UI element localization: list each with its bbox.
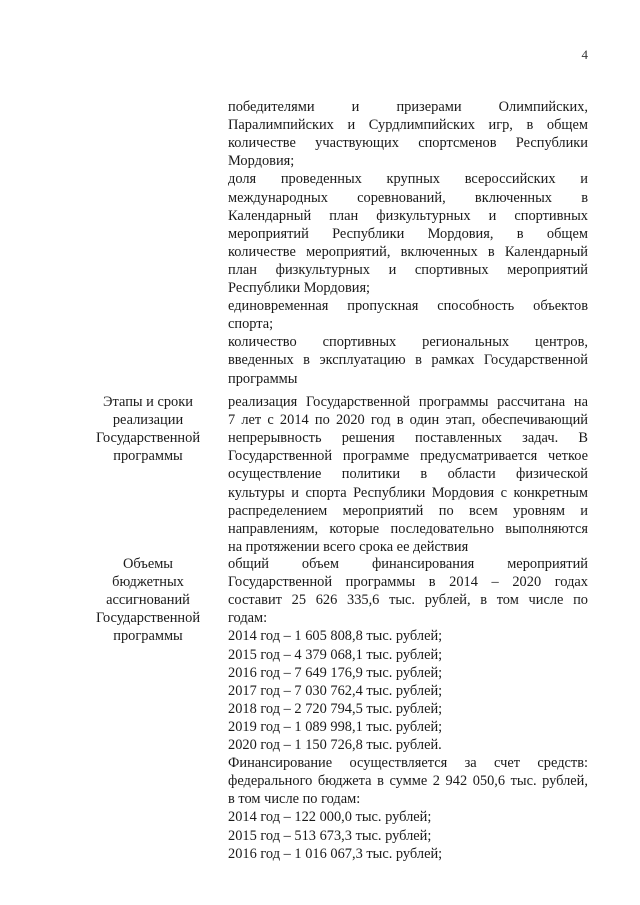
target-indicators-text: количество спортивных региональных центров, xyxy=(228,334,588,351)
target-indicators-text: программы xyxy=(228,370,298,387)
page-number: 4 xyxy=(581,47,588,62)
target-indicators-text: Календарный план физкультурных и спортивных xyxy=(228,207,588,224)
target-indicators-text: Паралимпийских и Сурдлимпийских игр, в общем xyxy=(228,117,588,134)
target-indicators-text: мероприятий Республики Мордовия, в общем xyxy=(228,225,588,242)
section-label-budget: ассигнований xyxy=(106,592,190,609)
stages-text: распределением мероприятий по всем уровням и xyxy=(228,502,588,519)
budget-text: федерального бюджета в сумме 2 942 050,6 тыс. рублей, xyxy=(228,773,588,790)
stages-text: на протяжении всего срока ее действия xyxy=(228,538,469,555)
stages-text: реализация Государственной программы рассчитана на xyxy=(228,394,588,410)
budget-text: 2014 год – 1 605 808,8 тыс. рублей; xyxy=(228,628,443,645)
budget-text: Государственной программы в 2014 – 2020 годах xyxy=(228,574,588,591)
budget-text: Финансирование осуществляется за счет средств: xyxy=(228,755,588,772)
budget-text: 2018 год – 2 720 794,5 тыс. рублей; xyxy=(228,700,443,717)
stages-text: Государственной программе предусматривается четкое xyxy=(228,448,588,465)
budget-text: 2016 год – 1 016 067,3 тыс. рублей; xyxy=(228,845,443,862)
budget-text: 2017 год – 7 030 762,4 тыс. рублей; xyxy=(228,682,443,699)
budget-text: в том числе по годам: xyxy=(228,791,361,808)
target-indicators-text: доля проведенных крупных всероссийских и xyxy=(228,171,588,188)
stages-text: культуры и спорта Республики Мордовия с конкретным xyxy=(228,484,588,501)
target-indicators-text: единовременная пропускная способность объектов xyxy=(228,298,588,315)
target-indicators-text: Мордовия; xyxy=(228,153,295,170)
section-label-stages: реализации xyxy=(112,412,184,429)
stages-text: направлениям, которые последовательно выполняются xyxy=(228,520,588,537)
budget-text: 2016 год – 7 649 176,9 тыс. рублей; xyxy=(228,664,443,681)
budget-text: составит 25 626 335,6 тыс. рублей, в том числе по xyxy=(228,592,588,609)
budget-text: 2014 год – 122 000,0 тыс. рублей; xyxy=(228,809,432,826)
section-label-budget: Объемы xyxy=(123,556,173,572)
target-indicators-text: Республики Мордовия; xyxy=(228,280,371,296)
section-label-budget: Государственной xyxy=(95,610,201,627)
budget-text: общий объем финансирования мероприятий xyxy=(228,556,588,572)
budget-text: годам: xyxy=(228,610,268,627)
target-indicators-text: количестве мероприятий, включенных в Календарный xyxy=(228,243,588,260)
target-indicators-text: спорта; xyxy=(228,316,274,333)
section-label-stages: Государственной xyxy=(95,430,201,447)
stages-text: 7 лет с 2014 по 2020 год в один этап, обеспечивающий xyxy=(228,412,588,429)
section-label-stages: программы xyxy=(113,448,183,465)
stages-text: непрерывность решения поставленных задач. В xyxy=(228,430,588,447)
stages-text: осуществление политики в области физической xyxy=(228,466,588,483)
section-label-budget: бюджетных xyxy=(112,574,184,591)
section-label-budget: программы xyxy=(113,628,183,645)
target-indicators-text: план физкультурных и спортивных мероприятий xyxy=(228,261,588,278)
budget-text: 2020 год – 1 150 726,8 тыс. рублей. xyxy=(228,737,442,753)
target-indicators-text: международных соревнований, включенных в xyxy=(228,189,588,206)
section-label-stages: Этапы и сроки xyxy=(103,394,193,410)
target-indicators-text: победителями и призерами Олимпийских, xyxy=(228,99,588,115)
budget-text: 2015 год – 513 673,3 тыс. рублей; xyxy=(228,827,432,844)
target-indicators-text: введенных в эксплуатацию в рамках Государственной xyxy=(228,352,588,369)
target-indicators-text: количестве участвующих спортсменов Республики xyxy=(228,135,588,152)
budget-text: 2019 год – 1 089 998,1 тыс. рублей; xyxy=(228,718,443,735)
budget-text: 2015 год – 4 379 068,1 тыс. рублей; xyxy=(228,646,443,663)
